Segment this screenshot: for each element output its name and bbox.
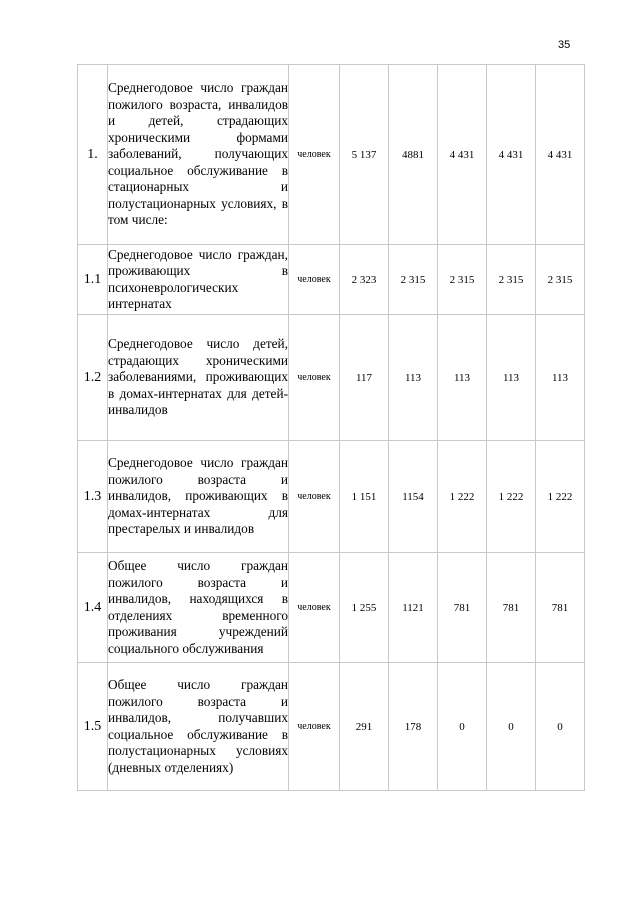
row-description: Общее число граждан пожилого возраста и инвалидов, получавших социальное обслуживание в полустационарных условиях (дневных отделениях) [108, 663, 289, 791]
row-unit: человек [289, 65, 340, 245]
row-value-3: 0 [438, 663, 487, 791]
row-unit: человек [289, 245, 340, 315]
row-value-5: 4 431 [536, 65, 585, 245]
row-value-4: 0 [487, 663, 536, 791]
row-number: 1.2 [78, 315, 108, 441]
row-value-1: 1 255 [340, 553, 389, 663]
row-value-2: 4881 [389, 65, 438, 245]
row-number: 1.4 [78, 553, 108, 663]
row-description: Среднегодовое число граждан пожилого возраста и инвалидов, проживающих в домах-интернатах для престарелых и инвалидов [108, 441, 289, 553]
row-value-1: 5 137 [340, 65, 389, 245]
row-number: 1.1 [78, 245, 108, 315]
row-value-1: 291 [340, 663, 389, 791]
row-value-4: 2 315 [487, 245, 536, 315]
row-value-5: 781 [536, 553, 585, 663]
row-description: Среднегодовое число граждан пожилого возраста, инвалидов и детей, страдающих хроническими формами заболеваний, получающих социальное обслуживание в стационарных и полустационарных условиях, в том числе: [108, 65, 289, 245]
page-number: 35 [558, 39, 571, 51]
row-description: Среднегодовое число детей, страдающих хроническими заболеваниями, проживающих в домах-интернатах для детей-инвалидов [108, 315, 289, 441]
row-value-5: 2 315 [536, 245, 585, 315]
row-number: 1.5 [78, 663, 108, 791]
row-value-5: 1 222 [536, 441, 585, 553]
row-description: Общее число граждан пожилого возраста и инвалидов, находящихся в отделениях временного проживания учреждений социального обслуживания [108, 553, 289, 663]
row-description: Среднегодовое число граждан, проживающих в психоневрологических интернатах [108, 245, 289, 315]
table-row [78, 663, 585, 791]
row-value-5: 113 [536, 315, 585, 441]
row-number: 1.3 [78, 441, 108, 553]
row-value-2: 178 [389, 663, 438, 791]
table-row [78, 441, 585, 553]
row-unit: человек [289, 441, 340, 553]
indicators-table [77, 64, 585, 791]
row-value-2: 1121 [389, 553, 438, 663]
row-unit: человек [289, 315, 340, 441]
row-value-3: 4 431 [438, 65, 487, 245]
row-value-5: 0 [536, 663, 585, 791]
row-value-2: 113 [389, 315, 438, 441]
row-value-3: 1 222 [438, 441, 487, 553]
row-value-4: 781 [487, 553, 536, 663]
table-row [78, 315, 585, 441]
row-value-4: 4 431 [487, 65, 536, 245]
row-value-1: 2 323 [340, 245, 389, 315]
table-row [78, 245, 585, 315]
row-number: 1. [78, 65, 108, 245]
row-value-4: 1 222 [487, 441, 536, 553]
row-value-2: 1154 [389, 441, 438, 553]
row-value-3: 781 [438, 553, 487, 663]
row-value-2: 2 315 [389, 245, 438, 315]
row-value-1: 1 151 [340, 441, 389, 553]
row-unit: человек [289, 663, 340, 791]
row-value-4: 113 [487, 315, 536, 441]
row-value-3: 113 [438, 315, 487, 441]
table-row [78, 553, 585, 663]
row-value-1: 117 [340, 315, 389, 441]
table-row [78, 65, 585, 245]
row-unit: человек [289, 553, 340, 663]
row-value-3: 2 315 [438, 245, 487, 315]
